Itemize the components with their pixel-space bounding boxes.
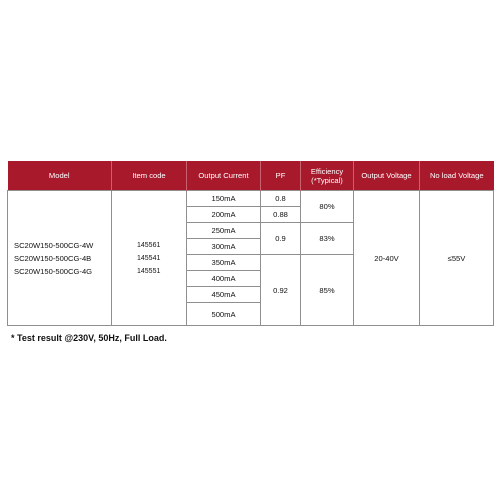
model-name: SC20W150-500CG-4G bbox=[14, 266, 93, 276]
efficiency-cell: 83% bbox=[301, 223, 354, 255]
current-cell: 200mA bbox=[187, 207, 261, 223]
current-cell: 450mA bbox=[187, 287, 261, 303]
efficiency-cell: 80% bbox=[301, 191, 354, 223]
model-name: SC20W150-500CG-4W bbox=[14, 240, 94, 250]
header-efficiency-note: (*Typical) bbox=[311, 175, 343, 185]
header-row bbox=[8, 161, 494, 191]
header-output-current: Output Current bbox=[187, 161, 261, 191]
spec-table bbox=[7, 161, 494, 326]
current-cell: 150mA bbox=[187, 191, 261, 207]
header-no-load-voltage: No load Voltage bbox=[420, 161, 494, 191]
item-code-list-cell bbox=[112, 191, 187, 326]
current-cell: 400mA bbox=[187, 271, 261, 287]
test-result-note: * Test result @230V, 50Hz, Full Load. bbox=[11, 333, 167, 343]
item-code: 145561 bbox=[137, 241, 161, 249]
header-output-voltage: Output Voltage bbox=[354, 161, 420, 191]
efficiency-cell: 85% bbox=[301, 255, 354, 326]
table-row bbox=[8, 191, 494, 207]
header-item-code: Item code bbox=[112, 161, 187, 191]
output-voltage-cell: 20-40V bbox=[354, 191, 420, 326]
current-cell: 350mA bbox=[187, 255, 261, 271]
current-cell: 250mA bbox=[187, 223, 261, 239]
pf-cell: 0.8 bbox=[261, 191, 301, 207]
pf-cell: 0.92 bbox=[261, 255, 301, 326]
item-code: 145541 bbox=[137, 254, 161, 262]
model-name: SC20W150-500CG-4B bbox=[14, 253, 92, 263]
model-list-cell bbox=[8, 191, 112, 326]
current-cell: 500mA bbox=[187, 303, 261, 326]
header-pf: PF bbox=[261, 161, 301, 191]
header-efficiency bbox=[301, 161, 354, 191]
pf-cell: 0.9 bbox=[261, 223, 301, 255]
current-cell: 300mA bbox=[187, 239, 261, 255]
header-model: Model bbox=[8, 161, 112, 191]
no-load-voltage-cell: ≤55V bbox=[420, 191, 494, 326]
header-efficiency-label: Efficiency bbox=[310, 166, 344, 176]
pf-cell: 0.88 bbox=[261, 207, 301, 223]
item-code: 145551 bbox=[137, 267, 161, 275]
